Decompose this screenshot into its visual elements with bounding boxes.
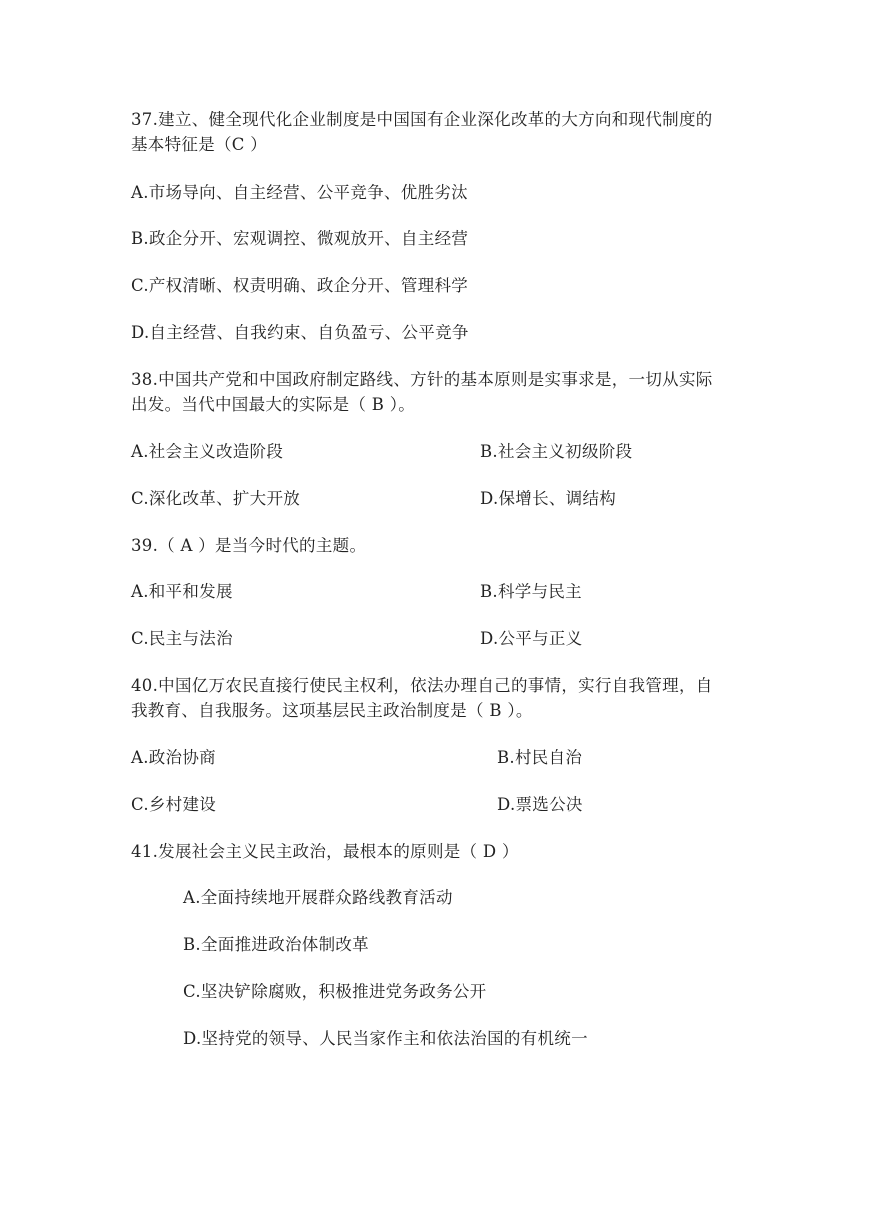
question-38-stem-line-2: 出发。当代中国最大的实际是（ B ）。 bbox=[131, 395, 416, 414]
question-41-option-d: D.坚持党的领导、人民当家作主和依法治国的有机统一 bbox=[183, 1029, 588, 1048]
question-38-option-c: C.深化改革、扩大开放 bbox=[131, 489, 301, 508]
question-40-stem-line-2: 我教育、自我服务。这项基层民主政治制度是（ B ）。 bbox=[131, 701, 533, 720]
question-40-stem-line-1: 40.中国亿万农民直接行使民主权利，依法办理自己的事情，实行自我管理，自 bbox=[131, 676, 713, 695]
question-38-option-b: B.社会主义初级阶段 bbox=[480, 442, 633, 461]
question-37-option-b: B.政企分开、宏观调控、微观放开、自主经营 bbox=[131, 229, 469, 248]
question-37-stem-line-1: 37.建立、健全现代化企业制度是中国国有企业深化改革的大方向和现代制度的 bbox=[131, 110, 713, 129]
question-40-option-a: A.政治协商 bbox=[131, 748, 216, 767]
question-41-stem: 41.发展社会主义民主政治，最根本的原则是（ D ） bbox=[131, 842, 519, 861]
question-41-option-b: B.全面推进政治体制改革 bbox=[183, 935, 369, 954]
question-39-stem: 39.（ A ）是当今时代的主题。 bbox=[131, 536, 367, 555]
question-39-option-c: C.民主与法治 bbox=[131, 629, 233, 648]
question-38-stem-line-1: 38.中国共产党和中国政府制定路线、方针的基本原则是实事求是，一切从实际 bbox=[131, 370, 713, 389]
question-37-option-d: D.自主经营、自我约束、自负盈亏、公平竞争 bbox=[131, 323, 469, 342]
question-37-option-a: A.市场导向、自主经营、公平竞争、优胜劣汰 bbox=[131, 183, 468, 202]
question-40-option-c: C.乡村建设 bbox=[131, 795, 217, 814]
question-39-option-a: A.和平和发展 bbox=[131, 582, 233, 601]
question-39-option-d: D.公平与正义 bbox=[480, 629, 583, 648]
question-38-option-d: D.保增长、调结构 bbox=[480, 489, 617, 508]
question-37-option-c: C.产权清晰、权责明确、政企分开、管理科学 bbox=[131, 276, 469, 295]
question-41-option-a: A.全面持续地开展群众路线教育活动 bbox=[183, 888, 453, 907]
question-41-option-c: C.坚决铲除腐败，积极推进党务政务公开 bbox=[183, 982, 487, 1001]
question-38-option-a: A.社会主义改造阶段 bbox=[131, 442, 284, 461]
question-40-option-d: D.票选公决 bbox=[497, 795, 583, 814]
question-37-stem-line-2: 基本特征是（C ） bbox=[131, 135, 268, 154]
question-40-option-b: B.村民自治 bbox=[497, 748, 583, 767]
question-39-option-b: B.科学与民主 bbox=[480, 582, 582, 601]
